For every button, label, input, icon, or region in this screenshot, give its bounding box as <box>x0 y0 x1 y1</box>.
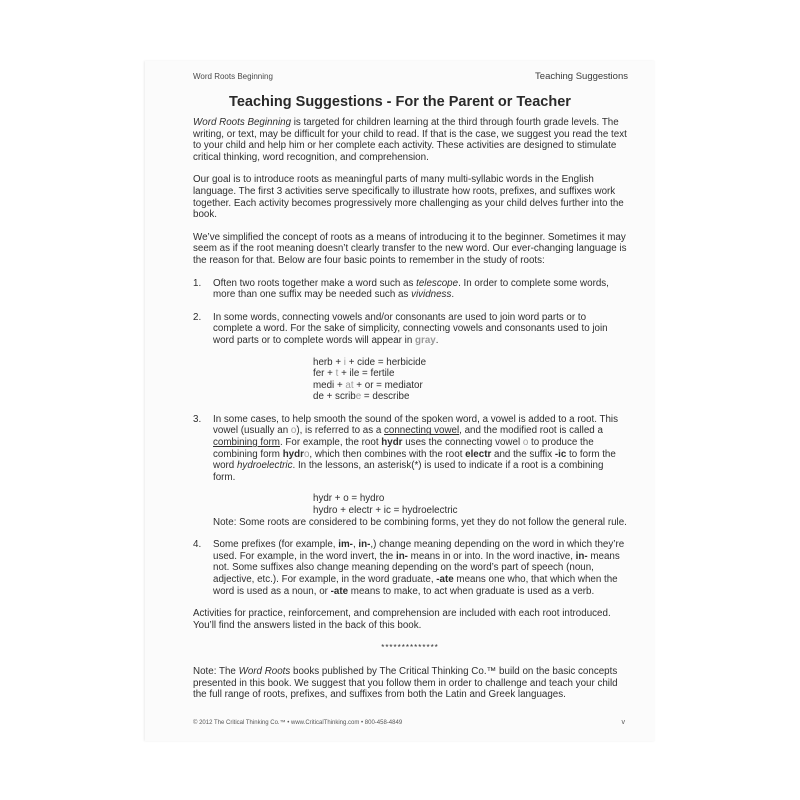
combining-note: Note: Some roots are considered to be combining forms, yet they do not follow the general rule. <box>213 516 627 528</box>
simplified-paragraph: We’ve simplified the concept of roots as a means of introducing it to the beginner. Sometimes it may seem as if the root meaning doesn’t clearly transfer to the new word. Our ever-changing language is the reason for that. Below are four basic points to remember in the study of roots: <box>193 231 627 266</box>
intro-paragraph: Word Roots Beginning is targeted for children learning at the third through fourth grade levels. The writing, or text, may be difficult for your child to read. If that is the case, we suggest you read the text to your child and help him or her complete each activity. These activities are designed to stimulate critical thinking, word recognition, and comprehension. <box>193 117 627 163</box>
list-item: 1. Often two roots together make a word such as telescope. In order to complete some words, more than one suffix may be needed such as vividness. <box>193 277 609 301</box>
list-item: 3. In some cases, to help smooth the sound of the spoken word, a vowel is added to a root. This vowel (usually an o), is referred to as a connecting vowel, and the modified root is called a combining form. For example, the root hydr uses the connecting vowel o to produce the combining form hydro, which then combines with the root electr and the suffix -ic to form the word hydroelectric. In the lessons, an asterisk(*) is used to indicate if a root is a combining form. hydr + o = hydro hydro + electr + ic = hydroelectric Note: Some roots are considered to be combining forms, yet they do not follow the general rule. <box>193 413 627 528</box>
list-item: 4. Some prefixes (for example, im-, in-,) change meaning depending on the word in which they’re used. For example, in the word invert, the in- means in or into. In the word inactive, in- means not. Some suffixes also change meaning depending on the word’s part of speech (noun, adjective, etc.). For example, in the word graduate, -ate means one who, that which when the word is used as a noun, or -ate means to make, to act when graduate is used as a verb. <box>193 539 625 597</box>
page-number: v <box>621 719 625 726</box>
document-page <box>145 61 655 741</box>
running-header-left: Word Roots Beginning <box>193 72 273 81</box>
activities-paragraph: Activities for practice, reinforcement, and comprehension are included with each root introduced. You’ll find the answers listed in the back of this book. <box>193 608 611 631</box>
section-divider: ************** <box>381 643 439 653</box>
series-note: Note: The Word Roots books published by The Critical Thinking Co.™ build on the basic concepts presented in this book. We suggest that you follow them in order to challenge and teach your child the full range of roots, prefixes, and suffixes from both the Latin and Greek languages. <box>193 665 618 701</box>
running-header-right: Teaching Suggestions <box>535 71 628 82</box>
list-item: 2. In some words, connecting vowels and/or consonants are used to join word parts or to complete a word. For the sake of simplicity, connecting vowels and consonants used to join word parts or to complete words will appear in gray. herb + i + cide = herbicide fer + t + ile = fertile medi + at + or = mediator de + scribe = describe <box>193 312 627 403</box>
page-body <box>193 117 627 712</box>
goal-paragraph: Our goal is to introduce roots as meaningful parts of many multi-syllabic words in the English language. The first 3 activities serve specifically to illustrate how roots, prefixes, and suffixes work together. Each activity becomes progressively more challenging as your child delves further into the book. <box>193 174 624 221</box>
copyright-footer: © 2012 The Critical Thinking Co.™ • www.CriticalThinking.com • 800-458-4849 <box>193 720 403 726</box>
connecting-examples: herb + i + cide = herbicide fer + t + ile = fertile medi + at + or = mediator de + scribe = describe <box>313 356 427 403</box>
page-title: Teaching Suggestions - For the Parent or Teacher <box>229 94 571 110</box>
root-points-list <box>193 278 627 598</box>
combining-examples: hydr + o = hydro hydro + electr + ic = hydroelectric <box>313 493 458 517</box>
